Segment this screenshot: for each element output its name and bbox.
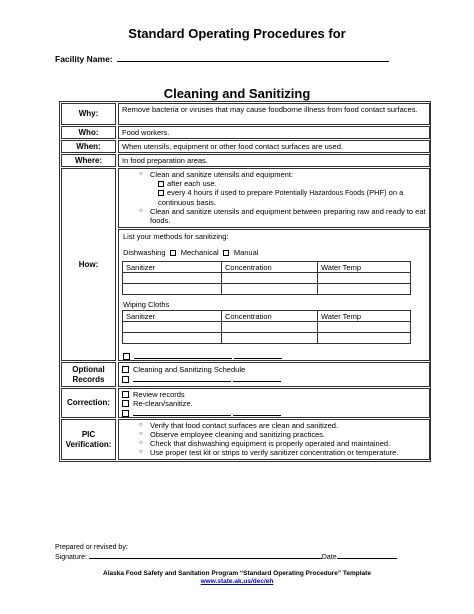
table-cell[interactable] [222, 273, 318, 284]
dishwashing-checkbox[interactable] [170, 250, 176, 256]
how-label: How: [61, 168, 116, 361]
signature-label: Signature: [55, 554, 87, 561]
why-text: Remove bacteria or viruses that may cause foodborne illness from food contact surfaces. [118, 103, 430, 125]
how-instructions [118, 168, 430, 228]
optional-records-label: Optional Records [61, 362, 116, 387]
review-records-item: Review records [122, 390, 426, 399]
schedule-item: Cleaning and Sanitizing Schedule [122, 365, 426, 374]
table-cell[interactable] [123, 273, 222, 284]
pic-verification-label: PIC Verification: [61, 419, 116, 460]
wiping-cloths-table [122, 310, 411, 344]
other-method-field-2[interactable] [234, 351, 282, 359]
after-each-use-checkbox[interactable] [158, 181, 164, 187]
other-record-field-2[interactable] [233, 374, 281, 382]
other-method-row [123, 351, 282, 361]
dishwashing-table [122, 261, 411, 295]
why-label: Why: [61, 103, 116, 125]
footer-url-link[interactable]: www.state.ak.us/dec/eh [200, 578, 274, 585]
who-label: Who: [61, 126, 116, 139]
table-header-sanitizer: Sanitizer [123, 262, 222, 273]
table-header-concentration: Concentration [222, 311, 318, 322]
table-header-sanitizer: Sanitizer [123, 311, 222, 322]
other-method-field-1[interactable] [134, 351, 232, 359]
signature-field[interactable] [89, 552, 322, 559]
when-text: When utensils, equipment or other food contact surfaces are used. [118, 140, 430, 153]
facility-name-row [55, 54, 389, 64]
how-option-after-each-use: after each use. [150, 179, 426, 188]
other-record-checkbox[interactable] [122, 376, 129, 383]
how-option-every-4-hours: every 4 hours if used to prepare Potentially Hazardous Foods (PHF) on a continuous basis. [158, 188, 404, 207]
footer-program: Alaska Food Safety and Sanitation Program “Standard Operating Procedure” Template [103, 570, 371, 577]
table-row [123, 273, 411, 284]
how-bullet-1: ○ Clean and sanitize utensils and equipment: after each use. every 4 hours if used to prepare Potentially Hazardous Foods (PHF) on a continuous basis. [150, 170, 426, 207]
table-row [123, 311, 411, 322]
signature-row [55, 552, 397, 561]
mechanical-checkbox[interactable] [223, 250, 229, 256]
other-correction-field-2[interactable] [233, 408, 281, 416]
when-row [60, 140, 430, 153]
how-methods [118, 229, 430, 361]
table-cell[interactable] [123, 333, 222, 344]
facility-name-field[interactable] [117, 54, 389, 62]
prepared-by-label: Prepared or revised by: [55, 544, 128, 551]
who-text: Food workers. [118, 126, 430, 139]
other-correction-checkbox[interactable] [122, 410, 129, 417]
where-row [60, 154, 430, 167]
optional-records-row [60, 362, 430, 387]
table-cell[interactable] [123, 322, 222, 333]
wiping-cloths-label: Wiping Cloths [123, 300, 170, 309]
date-field[interactable] [337, 552, 397, 559]
when-label: When: [61, 140, 116, 153]
correction-content [118, 388, 430, 418]
table-row [123, 262, 411, 273]
pic-verification-row [60, 419, 430, 460]
pic-verification-content [118, 419, 430, 460]
pic-item: ○ Verify that food contact surfaces are clean and sanitized. [150, 421, 426, 430]
table-cell[interactable] [318, 284, 411, 295]
dishwashing-row: Dishwashing Mechanical Manual [123, 248, 259, 257]
table-row [123, 333, 411, 344]
who-row [60, 126, 430, 139]
methods-label: List your methods for sanitizing: [123, 232, 229, 241]
table-cell[interactable] [318, 333, 411, 344]
correction-label: Correction: [61, 388, 116, 418]
optional-records-content [118, 362, 430, 387]
every-4-hours-checkbox[interactable] [158, 190, 164, 196]
reclean-checkbox[interactable] [122, 400, 129, 407]
table-row [123, 284, 411, 295]
other-correction-item [122, 408, 426, 418]
document-title: Standard Operating Procedures for [128, 26, 346, 41]
pic-item: ○ Observe employee cleaning and sanitizing practices. [150, 430, 426, 439]
table-cell[interactable] [222, 333, 318, 344]
table-header-water-temp: Water Temp [318, 262, 411, 273]
other-record-item [122, 374, 426, 384]
where-text: In food preparation areas. [118, 154, 430, 167]
review-records-checkbox[interactable] [122, 391, 129, 398]
pic-item: ○ Use proper test kit or strips to verify sanitizer concentration or temperature. [150, 448, 426, 457]
facility-name-label: Facility Name: [55, 54, 113, 64]
table-cell[interactable] [222, 322, 318, 333]
why-row [60, 103, 430, 125]
where-label: Where: [61, 154, 116, 167]
table-cell[interactable] [318, 322, 411, 333]
other-record-field-1[interactable] [133, 374, 231, 382]
schedule-checkbox[interactable] [122, 366, 129, 373]
reclean-item: Re-clean/sanitize. [122, 399, 426, 408]
table-cell[interactable] [222, 284, 318, 295]
other-correction-field-1[interactable] [133, 408, 231, 416]
other-method-checkbox[interactable] [123, 353, 130, 360]
correction-row [60, 388, 430, 418]
table-header-water-temp: Water Temp [318, 311, 411, 322]
table-header-concentration: Concentration [222, 262, 318, 273]
section-title: Cleaning and Sanitizing [163, 86, 311, 101]
table-cell[interactable] [318, 273, 411, 284]
table-cell[interactable] [123, 284, 222, 295]
how-bullet-2: ○ Clean and sanitize utensils and equipment between preparing raw and ready to eat foods. [150, 207, 426, 225]
date-label: Date [321, 554, 337, 561]
pic-item: ○ Check that dishwashing equipment is properly operated and maintained. [150, 439, 426, 448]
how-row [60, 168, 430, 361]
table-row [123, 322, 411, 333]
